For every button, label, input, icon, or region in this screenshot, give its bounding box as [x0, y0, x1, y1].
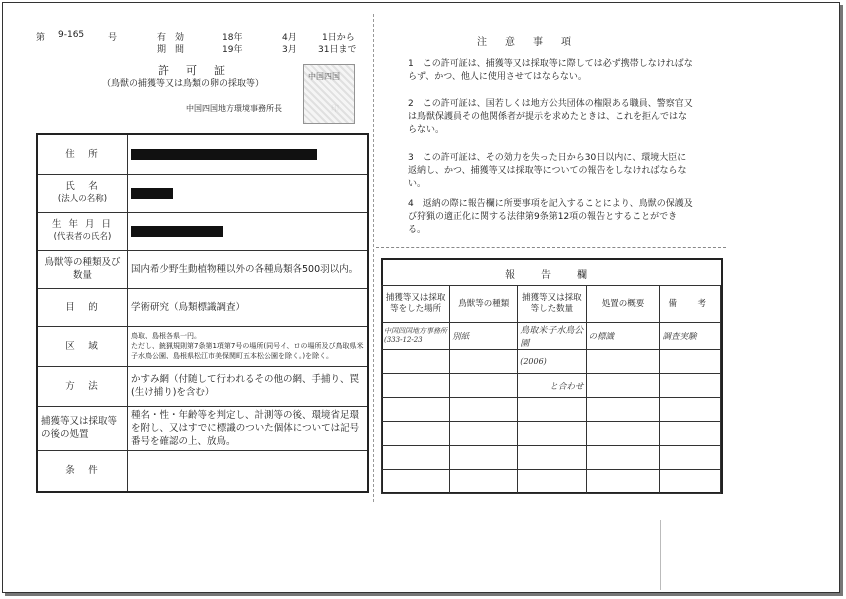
table-row — [37, 134, 368, 174]
table-row — [37, 326, 368, 366]
report-header-row — [382, 286, 721, 323]
report-species-handwritten: 別紙 — [450, 323, 518, 350]
birthdate-label: 生 年 月 日 (代表者の氏名) — [37, 212, 128, 250]
conditions-label: 条 件 — [37, 450, 128, 492]
to-month: 3月 — [282, 45, 297, 55]
report-header-disposal: 処置の概要 — [586, 286, 660, 323]
issuer-name: 中国四国地方環境事務所長 — [186, 104, 282, 113]
from-day: 1日から — [322, 33, 355, 43]
table-row — [382, 350, 721, 374]
table-row — [382, 398, 721, 422]
report-quantity-handwritten: 鳥取米子水鳥公園 — [518, 323, 586, 350]
table-row — [37, 250, 368, 288]
scan-edge — [660, 520, 661, 590]
method-value: かすみ網（付随して行われるその他の網、手捕り、罠(生け捕り)を含む） — [128, 366, 369, 406]
permit-number-prefix: 第 — [36, 33, 46, 43]
purpose-label: 目 的 — [37, 288, 128, 326]
species-value: 国内希少野生動植物種以外の各種鳥類各500羽以内。 — [128, 250, 369, 288]
document-subtitle: （鳥獣の捕獲等又は鳥類の卵の採取等） — [102, 79, 265, 89]
name-label: 氏 名 (法人の名称) — [37, 174, 128, 212]
permit-number: 9-165 — [58, 30, 85, 40]
table-row — [37, 450, 368, 492]
post-capture-value: 種名・性・年齢等を判定し、計測等の後、環境省足環を附し、又はすでに標識のついた個体については記号番号を確認の上、放鳥。 — [128, 406, 369, 450]
redaction-bar — [131, 188, 173, 199]
address-value — [128, 134, 369, 174]
notes-title: 注 意 事 項 — [477, 37, 575, 48]
report-header-place: 捕獲等又は採取等をした場所 — [382, 286, 450, 323]
note-item-1: 1 この許可証は、捕獲等又は採取等に際しては必ず携帯しなければならず、かつ、他人に使用させてはならない。 — [408, 59, 693, 82]
note-item-3: 3 この許可証は、その効力を失った日から30日以内に、環境大臣に返納し、かつ、捕獲等又は採取等についての報告をしなければならない。 — [408, 153, 687, 189]
post-capture-label: 捕獲等又は採取等の後の処置 — [37, 406, 128, 450]
name-value — [128, 174, 369, 212]
area-value: 鳥取、島根各県一円。 ただし、銃猟規則第7条第1項第7号の場所(同号イ、ロの場所及び鳥取県米子水鳥公園、島根県松江市美保関町五本松公園を除く。)を除く。 — [128, 326, 369, 366]
report-note-handwritten: と合わせ — [518, 374, 586, 398]
table-row — [382, 446, 721, 470]
report-header-remarks: 備 考 — [660, 286, 721, 323]
report-title: 報 告 欄 — [505, 270, 595, 281]
table-row — [37, 174, 368, 212]
method-label: 方 法 — [37, 366, 128, 406]
species-label: 鳥獣等の種類及び数量 — [37, 250, 128, 288]
table-row — [382, 323, 721, 350]
from-month: 4月 — [282, 33, 297, 43]
permit-number-suffix: 号 — [108, 33, 118, 43]
document-title: 許 可 証 — [158, 64, 228, 77]
report-disposal-handwritten: の標識 — [586, 323, 660, 350]
note-item-4: 4 返納の際に報告欄に所要事項を記入することにより、鳥獣の保護及び狩猟の適正化に関する法律第9条第12項の報告とすることができる。 — [408, 199, 693, 235]
report-header-species: 鳥獣等の種類 — [450, 286, 518, 323]
purpose-value: 学術研究（鳥類標識調査） — [128, 288, 369, 326]
redaction-bar — [131, 226, 223, 237]
fold-line — [373, 14, 374, 502]
area-label: 区 域 — [37, 326, 128, 366]
table-row — [382, 374, 721, 398]
address-label: 住 所 — [37, 134, 128, 174]
table-row — [37, 212, 368, 250]
permit-details-table — [36, 133, 369, 493]
official-seal-stamp — [303, 64, 355, 124]
table-row — [37, 366, 368, 406]
report-table — [381, 285, 721, 494]
note-item-2: 2 この許可証は、国若しくは地方公共団体の権限ある職員、警察官又は鳥獣保護員その他関係者が提示を求めたときは、これを拒んではならない。 — [408, 99, 693, 135]
to-year: 19年 — [222, 45, 243, 55]
birthdate-value — [128, 212, 369, 250]
table-row — [382, 422, 721, 446]
table-row — [382, 470, 721, 494]
table-row — [37, 406, 368, 450]
report-remarks-handwritten: 調査実験 — [660, 323, 721, 350]
valid-label: 有 効 — [157, 33, 185, 43]
table-row — [37, 288, 368, 326]
from-year: 18年 — [222, 33, 243, 43]
to-day: 31日まで — [318, 45, 357, 55]
conditions-value — [128, 450, 369, 492]
report-year-handwritten: (2006) — [518, 350, 586, 374]
period-label: 期 間 — [157, 45, 185, 55]
stamp-text: 中国四国 — [308, 72, 340, 81]
report-header-quantity: 捕獲等又は採取等した数量 — [518, 286, 586, 323]
report-place-handwritten: 中国四国地方事務所 (333-12-23 — [382, 323, 450, 350]
redaction-bar — [131, 149, 317, 160]
